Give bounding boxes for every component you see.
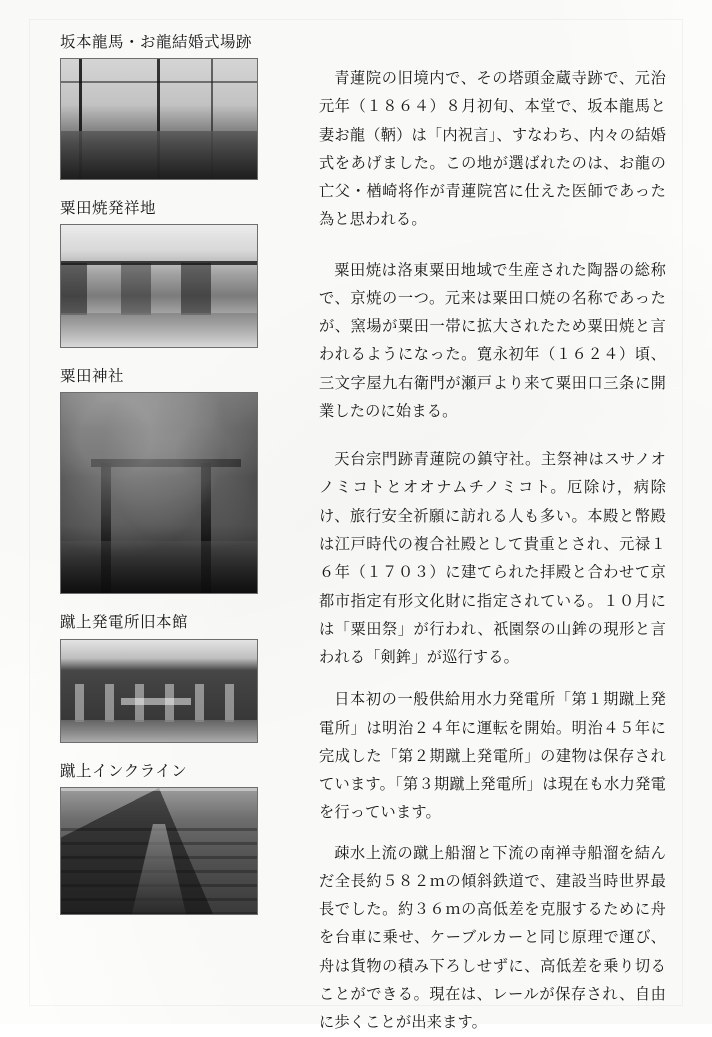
paragraph-awata-yaki-birthplace: 粟田焼は洛東粟田地域で生産された陶器の総称で、京焼の一つ。元来は粟田口焼の名称であったが、窯場が粟田一帯に拡大されたため粟田焼と言われるようになった。寛永初年（１６２４）頃、三文字屋九右衛門が瀬戸より来て粟田口三条に開業したのに始まる。 (319, 260, 666, 420)
paragraph-awata-shrine: 天台宗門跡青蓮院の鎮守社。主祭神はスサノオノミコトとオオナムチノミコト。厄除け，病除け、旅行安全祈願に訪れる人も多い。本殿と幣殿は江戸時代の複合社殿として貴重とされ、元禄１６年（１７０３）に建てられた拝殿と合わせて京都市指定有形文化財に指定されている。１０月には「粟田祭」が行われ、祇園祭の山鉾の現形と言われる「剣鉾」が巡行する。 (319, 450, 666, 667)
photo-awata-shrine (60, 392, 258, 594)
photo-keage-incline (60, 787, 258, 915)
spacer (46, 188, 301, 198)
photo-sakamoto-ryoma-wedding-site (60, 58, 258, 180)
entry-title: 蹴上発電所旧本館 (60, 613, 189, 632)
spacer (46, 356, 301, 366)
entry-sakamoto-ryoma-wedding-site (46, 32, 301, 180)
document-sheet (30, 20, 682, 1032)
text-column (319, 32, 666, 1037)
entry-title: 蹴上インクライン (60, 761, 188, 780)
photo-keage-power-plant (60, 639, 258, 743)
entry-keage-power-plant (46, 612, 301, 742)
entry-keage-incline (46, 761, 301, 915)
spacer (46, 751, 301, 761)
paragraph-keage-power-plant: 日本初の一般供給用水力発電所「第１期蹴上発電所」は明治２４年に運転を開始。明治４５年に完成した「第２期蹴上発電所」の建物は保存されています。「第３期蹴上発電所」は現在も水力発電を行っています。 (319, 690, 666, 822)
photo-column (46, 32, 301, 923)
entry-awata-yaki-birthplace (46, 198, 301, 348)
spacer (46, 602, 301, 612)
paragraph-sakamoto-ryoma-wedding-site: 青蓮院の旧境内で、その塔頭金蔵寺跡で、元治元年（１８６４）８月初旬、本堂で、坂本龍馬と妻お龍（鞆）は「内祝言」、すなわち、内々の結婚式をあげました。この地が選ばれたのは、お龍の亡父・楢崎将作が青蓮院宮に仕えた医師であった為と思われる。 (319, 69, 666, 229)
entry-title: 粟田焼発祥地 (60, 199, 157, 218)
photo-awata-yaki-birthplace (60, 224, 258, 348)
paragraph-keage-incline: 疎水上流の蹴上船溜と下流の南禅寺船溜を結んだ全長約５８２ｍの傾斜鉄道で、建設当時世界最長でした。約３６ｍの高低差を克服するために舟を台車に乗せ、ケーブルカーと同じ原理で運び、舟は貨物の積み下ろしせずに、高低差を乗り切ることができる。現在は、レールが保存され、自由に歩くことが出来ます。 (319, 843, 666, 1032)
two-column-layout (46, 32, 666, 1037)
entry-title: 坂本龍馬・お龍結婚式場跡 (60, 33, 253, 51)
entry-awata-shrine (46, 366, 301, 594)
entry-title: 粟田神社 (60, 367, 125, 386)
